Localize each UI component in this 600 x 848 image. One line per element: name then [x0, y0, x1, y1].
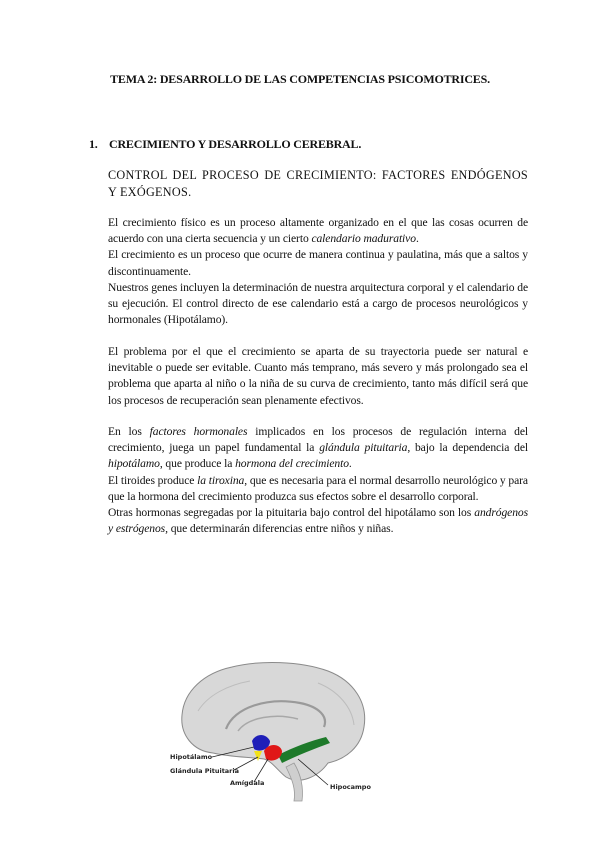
brain-diagram	[168, 655, 378, 805]
emphasis: hormona del crecimiento	[235, 457, 349, 471]
paragraph-text: El crecimiento físico es un proceso altamente organizado en el que las cosas ocurren de acuerdo con una cierta secuencia y un cierto	[108, 216, 528, 246]
emphasis: la tiroxina	[197, 473, 245, 487]
subheading: CONTROL DEL PROCESO DE CRECIMIENTO: FACTORES ENDÓGENOS Y EXÓGENOS.	[108, 168, 528, 199]
document-title: TEMA 2: DESARROLLO DE LAS COMPETENCIAS PSICOMOTRICES.	[110, 72, 490, 86]
emphasis: factores hormonales	[149, 425, 248, 438]
paragraph-block-problem	[108, 344, 528, 409]
paragraph-text: Otras hormonas segregadas por la pituitaria bajo control del hipotálamo son los	[108, 506, 475, 520]
emphasis: calendario madurativo	[311, 232, 416, 246]
section-heading-text: CRECIMIENTO Y DESARROLLO CEREBRAL.	[109, 137, 362, 151]
paragraph: Nuestros genes incluyen la determinación de nuestra arquitectura corporal y el calendario de su ejecución. El control directo de ese calendario está a cargo de procesos neurológicos y hormonales (Hipotálamo).	[108, 280, 528, 327]
paragraph	[108, 473, 528, 505]
section-heading	[89, 137, 361, 152]
brain-outline	[182, 662, 365, 780]
label-amigdala: Amígdala	[230, 779, 265, 787]
paragraph-text: .	[415, 232, 419, 246]
paragraph-text: implicados en los procesos de regulación interna del crecimiento, juega un papel fundamental la	[108, 425, 529, 455]
label-glandula-pituitaria: Glándula Pituitaria	[170, 767, 240, 775]
paragraph-text: .	[348, 457, 352, 471]
paragraph-text: que determinarán diferencias entre niños y niñas.	[167, 522, 394, 536]
paragraph-block-growth	[108, 215, 528, 328]
label-hipocampo: Hipocampo	[330, 783, 371, 791]
emphasis: andrógenos y estrógenos,	[108, 506, 528, 536]
paragraph: El crecimiento es un proceso que ocurre de manera continua y paulatina, más que a saltos y discontinuamente.	[108, 248, 528, 278]
emphasis: glándula pituitaria	[319, 441, 408, 455]
paragraph-text: , que produce la	[159, 457, 236, 471]
paragraph	[108, 215, 528, 247]
emphasis: hipotálamo	[108, 457, 160, 471]
paragraph	[108, 505, 528, 537]
paragraph-text: , bajo la dependencia del	[407, 441, 528, 455]
paragraph-text: , que es necesaria para el normal desarrollo neurológico y para que la hormona del crecimiento produzca sus efectos sobre el desarrollo corporal.	[108, 473, 528, 503]
paragraph-text: En los	[108, 425, 150, 438]
paragraph-block-hormones	[108, 424, 528, 537]
section-number: 1.	[89, 137, 98, 151]
paragraph: El problema por el que el crecimiento se aparta de su trayectoria puede ser natural e inevitable o puede ser evitable. Cuanto más temprano, más severo y más prolongado sea el problema que aparta al niño o la niña de su curva de crecimiento, tanto más difícil será que los procesos de recuperación sean plenamente efectivos.	[108, 345, 528, 407]
label-hipotalamo: Hipotálamo	[170, 753, 213, 761]
paragraph	[108, 424, 528, 473]
paragraph-text: El tiroides produce	[108, 473, 198, 487]
